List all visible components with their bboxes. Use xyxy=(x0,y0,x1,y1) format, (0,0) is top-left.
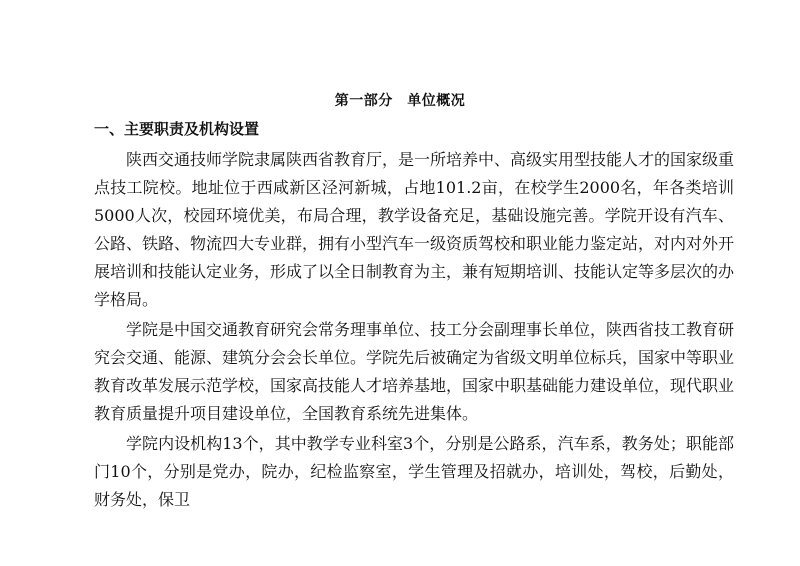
paragraph-departments: 学院内设机构13个，其中教学专业科室3个，分别是公路系，汽车系，教务处；职能部门10个，分别是党办，院办，纪检监察室，学生管理及招就办，培训处，驾校，后勤处，财务处，保卫 xyxy=(94,434,734,509)
paragraph-overview: 陕西交通技师学院隶属陕西省教育厅，是一所培养中、高级实用型技能人才的国家级重点技工院校。地址位于西咸新区泾河新城，占地101.2亩，在校学生2000名，年各类培训5000人次，校园环境优美，布局合理，教学设备充足，基础设施完善。学院开设有汽车、公路、铁路、物流四大专业群，拥有小型汽车一级资质驾校和职业能力鉴定站，对内对外开展培训和技能认定业务，形成了以全日制教育为主，兼有短期培训、技能认定等多层次的办学格局。 xyxy=(94,150,735,309)
document-body xyxy=(94,146,734,516)
section-heading: 一、主要职责及机构设置 xyxy=(94,120,260,138)
paragraph-honors: 学院是中国交通教育研究会常务理事单位、技工分会副理事长单位，陕西省技工教育研究会交通、能源、建筑分会会长单位。学院先后被确定为省级文明单位标兵，国家中等职业教育改革发展示范学校，国家高技能人才培养基地，国家中职基础能力建设单位，现代职业教育质量提升项目建设单位，全国教育系统先进集体。 xyxy=(94,320,735,423)
part-title: 第一部分 单位概况 xyxy=(334,93,466,109)
